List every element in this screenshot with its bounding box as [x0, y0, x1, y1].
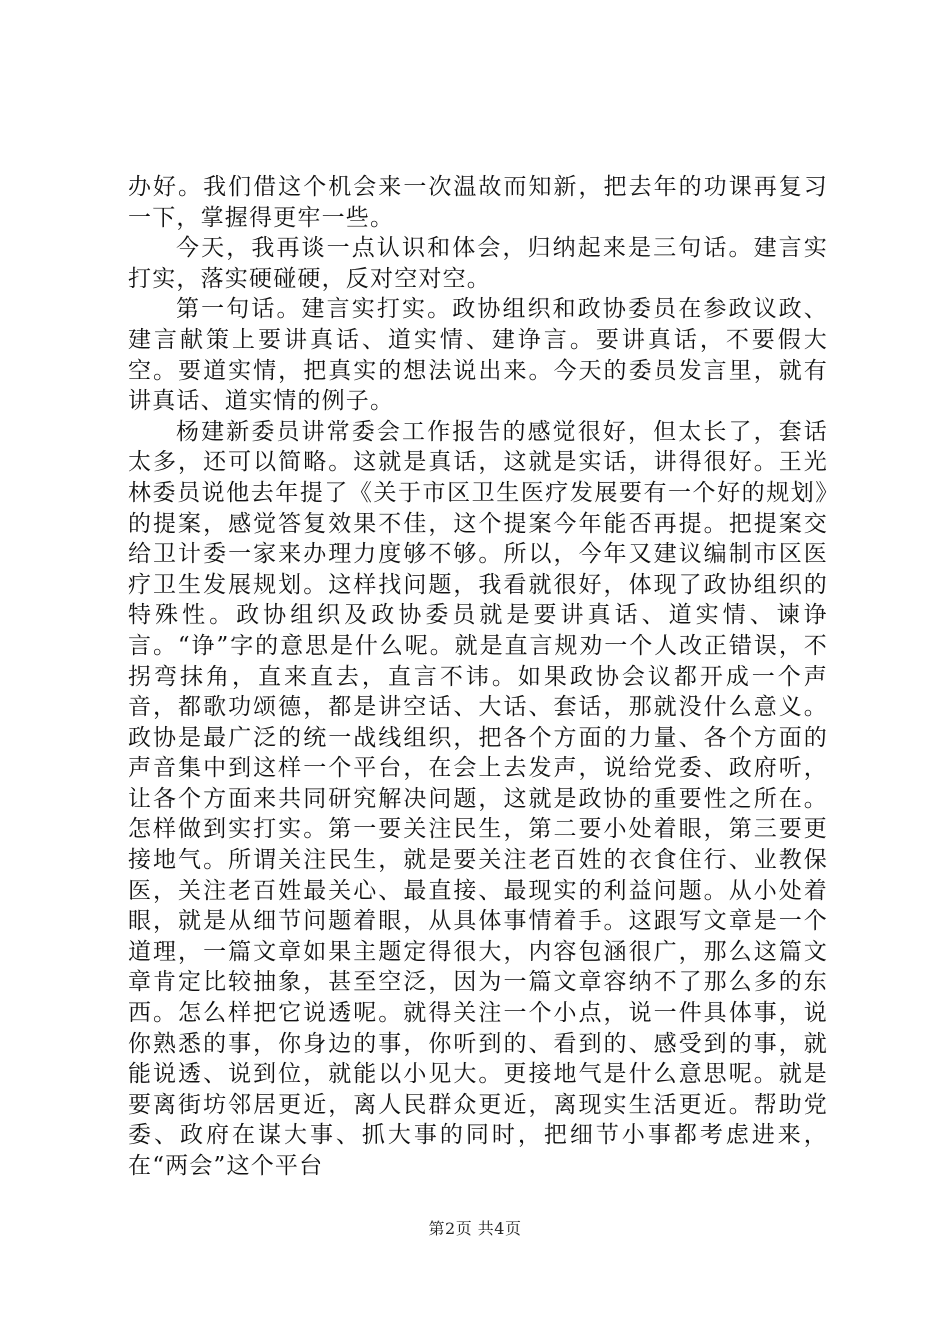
page-number-footer: 第2页 共4页	[428, 1219, 522, 1238]
document-body	[128, 172, 828, 1182]
paragraph-continuation: 办好。我们借这个机会来一次温故而知新，把去年的功课再复习一下，掌握得更牢一些。	[128, 174, 828, 231]
paragraph-three-sentences: 今天，我再谈一点认识和体会，归纳起来是三句话。建言实打实，落实硬碰硬，反对空对空。	[128, 235, 828, 292]
paragraph-first-sentence: 第一句话。建言实打实。政协组织和政协委员在参政议政、建言献策上要讲真话、道实情、建诤言。要讲真话，不要假大空。要道实情，把真实的想法说出来。今天的委员发言里，就有讲真话、道实情的例子。	[128, 296, 828, 415]
paragraph-committee-examples: 杨建新委员讲常委会工作报告的感觉很好，但太长了，套话太多，还可以简略。这就是真话，这就是实话，讲得很好。王光林委员说他去年提了《关于市区卫生医疗发展要有一个好的规划》的提案，感觉答复效果不佳，这个提案今年能否再提。把提案交给卫计委一家来办理力度够不够。所以，今年又建议编制市区医疗卫生发展规划。这样找问题，我看就很好，体现了政协组织的特殊性。政协组织及政协委员就是要讲真话、道实情、谏诤言。“诤”字的意思是什么呢。就是直言规劝一个人改正错误，不拐弯抹角，直来直去，直言不讳。如果政协会议都开成一个声音，都歌功颂德，都是讲空话、大话、套话，那就没什么意义。政协是最广泛的统一战线组织，把各个方面的力量、各个方面的声音集中到这样一个平台，在会上去发声，说给党委、政府听，让各个方面来共同研究解决问题，这就是政协的重要性之所在。怎样做到实打实。第一要关注民生，第二要小处着眼，第三要更接地气。所谓关注民生，就是要关注老百姓的衣食住行、业教保医，关注老百姓最关心、最直接、最现实的利益问题。从小处着眼，就是从细节问题着眼，从具体事情着手。这跟写文章是一个道理，一篇文章如果主题定得很大，内容包涵很广，那么这篇文章肯定比较抽象，甚至空泛，因为一篇文章容纳不了那么多的东西。怎么样把它说透呢。就得关注一个小点，说一件具体事，说你熟悉的事，你身边的事，你听到的、看到的、感受到的事，就能说透、说到位，就能以小见大。更接地气是什么意思呢。就是要离街坊邻居更近，离人民群众更近，离现实生活更近。帮助党委、政府在谋大事、抓大事的同时，把细节小事都考虑进来，在“两会”这个平台	[128, 418, 828, 1179]
